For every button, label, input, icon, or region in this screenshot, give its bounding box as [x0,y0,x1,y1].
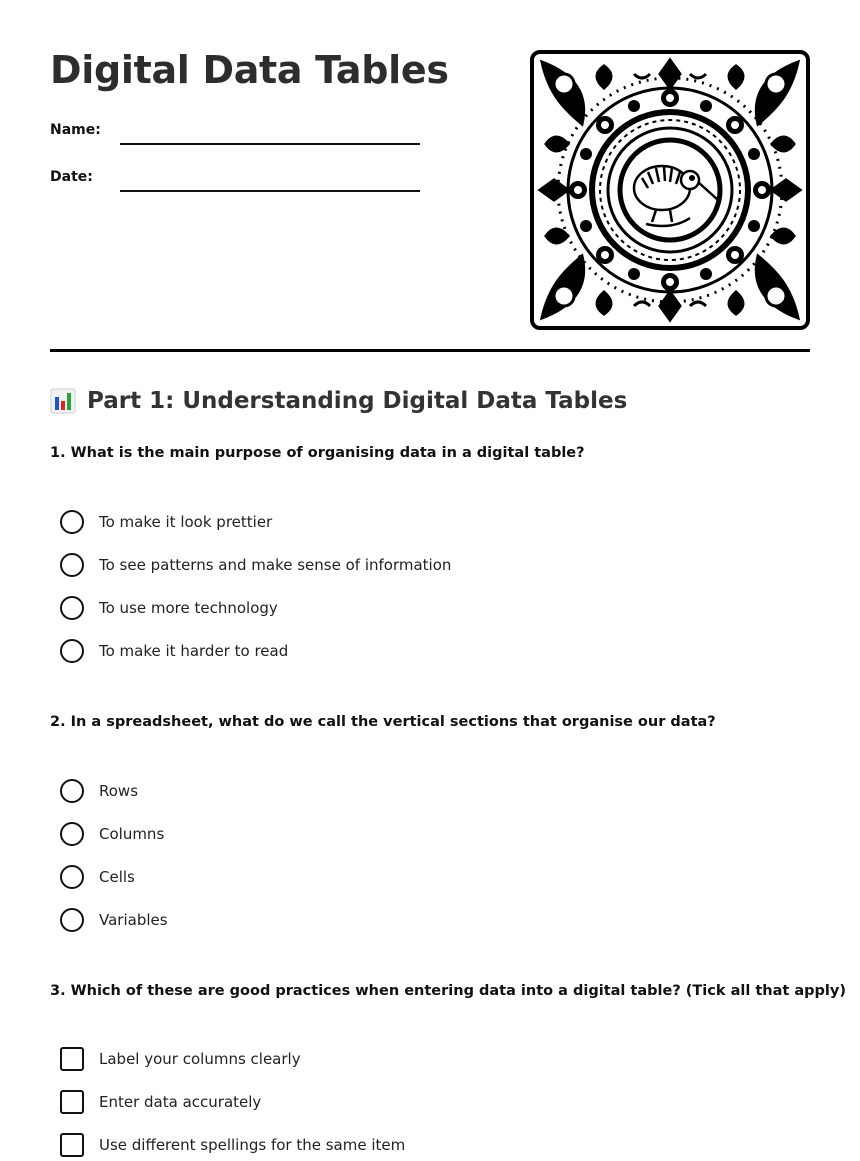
date-field[interactable] [120,190,420,192]
name-label: Name: [50,122,101,138]
q1-option-4[interactable] [60,638,288,664]
part1-heading [50,388,627,414]
option-label: Columns [99,825,165,843]
radio-button[interactable] [60,779,84,803]
q2-option-4[interactable] [60,907,168,933]
radio-button[interactable] [60,553,84,577]
bar-chart-icon [50,388,76,414]
q3-option-2[interactable] [60,1089,261,1115]
radio-button[interactable] [60,510,84,534]
option-label: Rows [99,782,139,800]
q1-option-2[interactable] [60,552,451,578]
q3-option-3[interactable] [60,1132,405,1158]
q1-option-3[interactable] [60,595,278,621]
q2-option-2[interactable] [60,821,164,847]
question-2: 2. In a spreadsheet, what do we call the vertical sections that organise our data? [50,714,716,730]
q2-option-3[interactable] [60,864,135,890]
radio-button[interactable] [60,865,84,889]
option-label: To make it harder to read [99,642,289,660]
option-label: To use more technology [99,599,278,617]
part1-title: Part 1: Understanding Digital Data Tables [87,388,628,414]
option-label: Enter data accurately [99,1093,262,1111]
q1-option-1[interactable] [60,509,272,535]
question-1: 1. What is the main purpose of organising data in a digital table? [50,445,585,461]
date-label: Date: [50,169,93,185]
option-label: To see patterns and make sense of information [99,556,452,574]
radio-button[interactable] [60,596,84,620]
radio-button[interactable] [60,908,84,932]
q2-option-1[interactable] [60,778,138,804]
checkbox[interactable] [60,1047,84,1071]
option-label: Use different spellings for the same item [99,1136,406,1154]
header-divider [50,349,810,352]
name-field[interactable] [120,143,420,145]
kiwi-bird-mandala-illustration [530,50,810,330]
option-label: Cells [99,868,135,886]
worksheet-title: Digital Data Tables [50,48,449,92]
radio-button[interactable] [60,822,84,846]
option-label: Label your columns clearly [99,1050,301,1068]
checkbox[interactable] [60,1090,84,1114]
checkbox[interactable] [60,1133,84,1157]
radio-button[interactable] [60,639,84,663]
q3-option-1[interactable] [60,1046,301,1072]
option-label: To make it look prettier [99,513,273,531]
option-label: Variables [99,911,168,929]
question-3: 3. Which of these are good practices when entering data into a digital table? (Tick all that apply) [50,983,846,999]
